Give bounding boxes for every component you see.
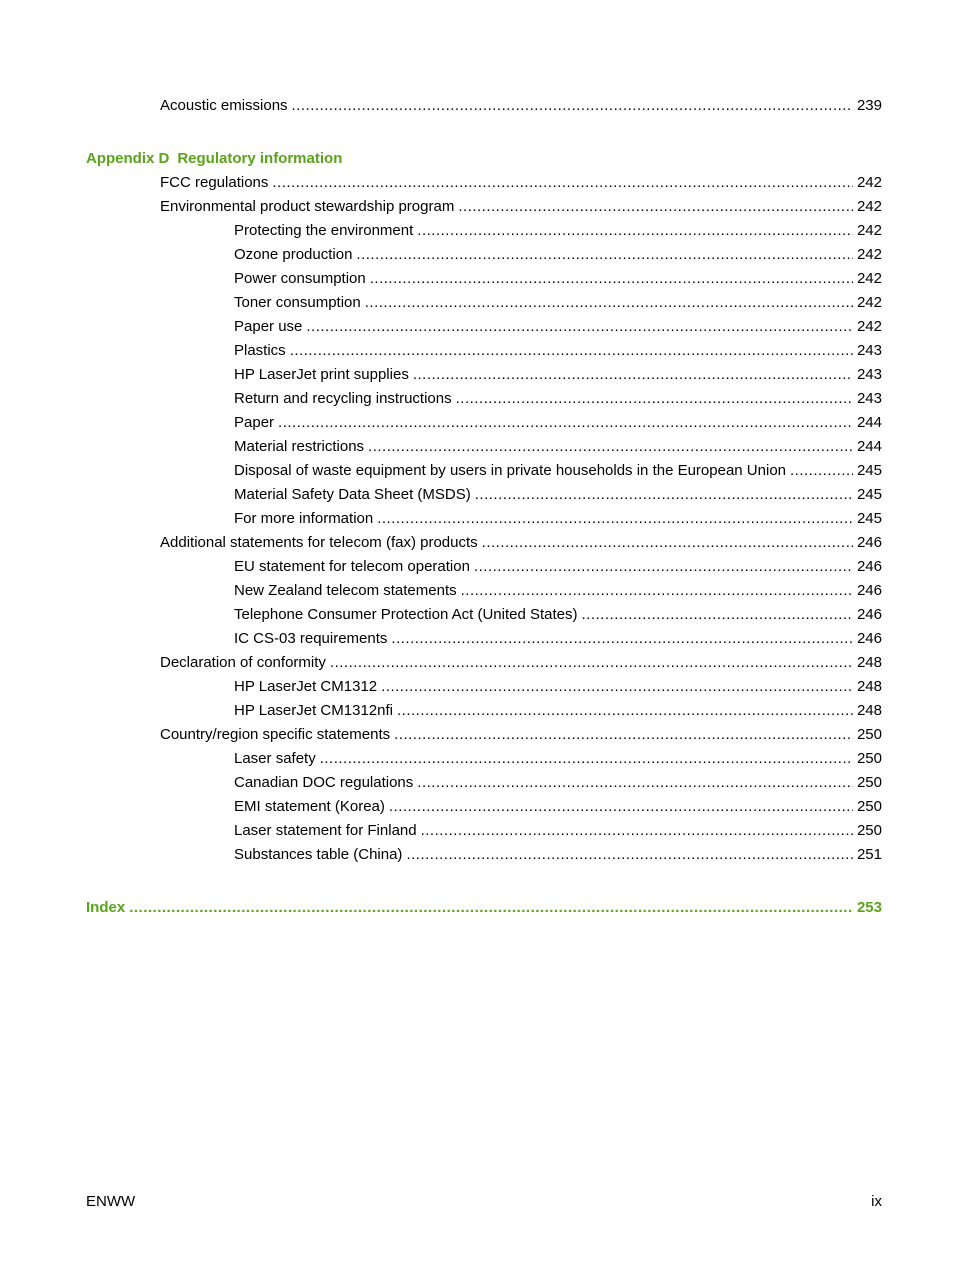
toc-entry-acoustic-emissions[interactable]: [86, 96, 882, 120]
dot-leader: [368, 437, 853, 457]
toc-entry-title: FCC regulations: [160, 174, 269, 191]
dot-leader: [397, 701, 853, 721]
toc-entry-page: 239: [856, 97, 882, 114]
footer-page-number: ix: [871, 1193, 882, 1210]
toc-entry[interactable]: [86, 581, 882, 605]
table-of-contents: [86, 96, 882, 922]
toc-entry[interactable]: [86, 749, 882, 773]
toc-entry[interactable]: [86, 725, 882, 749]
toc-entry-title: EMI statement (Korea): [234, 798, 385, 815]
dot-leader: [456, 389, 853, 409]
dot-leader: [406, 845, 853, 865]
dot-leader: [306, 317, 853, 337]
toc-entry[interactable]: [86, 653, 882, 677]
toc-entry-page: 244: [856, 414, 882, 431]
toc-entry-page: 250: [856, 798, 882, 815]
dot-leader: [129, 898, 853, 918]
toc-entry[interactable]: [86, 341, 882, 365]
toc-entry-page: 242: [856, 294, 882, 311]
toc-entry-title: Return and recycling instructions: [234, 390, 452, 407]
toc-entry[interactable]: [86, 437, 882, 461]
toc-entry-title: Environmental product stewardship program: [160, 198, 455, 215]
toc-entry[interactable]: [86, 773, 882, 797]
toc-entry-page: 248: [856, 702, 882, 719]
toc-entry-title: HP LaserJet CM1312: [234, 678, 378, 695]
toc-entry-title: Laser safety: [234, 750, 316, 767]
dot-leader: [417, 773, 853, 793]
toc-entry-title: Material restrictions: [234, 438, 365, 455]
toc-entry-page: 246: [856, 534, 882, 551]
toc-entry-title: HP LaserJet print supplies: [234, 366, 409, 383]
dot-leader: [278, 413, 853, 433]
dot-leader: [381, 677, 853, 697]
toc-entry-title: Laser statement for Finland: [234, 822, 417, 839]
footer-left: ENWW: [86, 1193, 136, 1210]
toc-entry-page: 250: [856, 750, 882, 767]
toc-entry-title: Paper use: [234, 318, 303, 335]
toc-entry-page: 246: [856, 558, 882, 575]
toc-entry-page: 250: [856, 822, 882, 839]
toc-entry-page: 244: [856, 438, 882, 455]
toc-entry-title: Material Safety Data Sheet (MSDS): [234, 486, 471, 503]
dot-leader: [413, 365, 853, 385]
toc-entry-page: 250: [856, 726, 882, 743]
toc-entry-page: 246: [856, 606, 882, 623]
toc-entry-page: 242: [856, 246, 882, 263]
toc-entry[interactable]: [86, 269, 882, 293]
dot-leader: [482, 533, 853, 553]
toc-entry-page: 245: [856, 462, 882, 479]
toc-entry-page: 248: [856, 654, 882, 671]
toc-entry-page: 242: [856, 318, 882, 335]
toc-entry[interactable]: [86, 173, 882, 197]
dot-leader: [389, 797, 853, 817]
toc-entry-title: Toner consumption: [234, 294, 361, 311]
toc-entry-title: New Zealand telecom statements: [234, 582, 457, 599]
dot-leader: [475, 485, 853, 505]
toc-entry[interactable]: [86, 413, 882, 437]
toc-entry[interactable]: [86, 245, 882, 269]
dot-leader: [582, 605, 853, 625]
toc-entry-title: HP LaserJet CM1312nfi: [234, 702, 393, 719]
toc-entry[interactable]: [86, 461, 882, 485]
dot-leader: [272, 173, 853, 193]
dot-leader: [377, 509, 853, 529]
dot-leader: [394, 725, 853, 745]
toc-entry-title: Canadian DOC regulations: [234, 774, 414, 791]
toc-entry[interactable]: [86, 293, 882, 317]
dot-leader: [417, 221, 853, 241]
toc-entry[interactable]: [86, 221, 882, 245]
dot-leader: [458, 197, 853, 217]
toc-entry[interactable]: [86, 701, 882, 725]
toc-entry-title: Country/region specific statements: [160, 726, 391, 743]
toc-entry[interactable]: [86, 605, 882, 629]
toc-entry-title: Ozone production: [234, 246, 353, 263]
dot-leader: [474, 557, 853, 577]
toc-entry-page: 245: [856, 510, 882, 527]
toc-entry[interactable]: [86, 389, 882, 413]
dot-leader: [370, 269, 853, 289]
toc-entry-page: 245: [856, 486, 882, 503]
toc-entry[interactable]: [86, 533, 882, 557]
toc-entry-page: 243: [856, 366, 882, 383]
toc-entry[interactable]: [86, 629, 882, 653]
dot-leader: [330, 653, 853, 673]
index-title: Index: [86, 899, 126, 916]
toc-entry[interactable]: [86, 365, 882, 389]
toc-entry-title: Power consumption: [234, 270, 366, 287]
toc-entry-page: 246: [856, 582, 882, 599]
toc-entry[interactable]: [86, 317, 882, 341]
dot-leader: [320, 749, 853, 769]
toc-entry-page: 243: [856, 390, 882, 407]
appendix-d-heading[interactable]: [86, 149, 882, 173]
dot-leader: [391, 629, 853, 649]
toc-entry[interactable]: [86, 485, 882, 509]
toc-entry-title: Telephone Consumer Protection Act (United States): [234, 606, 578, 623]
dot-leader: [356, 245, 853, 265]
toc-entry-title: Paper: [234, 414, 275, 431]
index-page: 253: [856, 899, 882, 916]
dot-leader: [365, 293, 853, 313]
toc-entry-title: Acoustic emissions: [160, 97, 288, 114]
dot-leader: [421, 821, 853, 841]
toc-entry-title: Declaration of conformity: [160, 654, 326, 671]
toc-entry-title: Protecting the environment: [234, 222, 414, 239]
appendix-title: Regulatory information: [177, 150, 343, 167]
toc-entry-index[interactable]: [86, 898, 882, 922]
toc-entry[interactable]: [86, 677, 882, 701]
toc-entry-page: 242: [856, 174, 882, 191]
toc-entry-page: 251: [856, 846, 882, 863]
toc-entry-page: 250: [856, 774, 882, 791]
toc-entry[interactable]: [86, 797, 882, 821]
toc-entry-page: 248: [856, 678, 882, 695]
toc-entry-title: EU statement for telecom operation: [234, 558, 470, 575]
appendix-d-entries: [86, 173, 882, 869]
dot-leader: [292, 96, 853, 116]
toc-entry[interactable]: [86, 821, 882, 845]
toc-entry-page: 243: [856, 342, 882, 359]
appendix-label: Appendix D: [86, 150, 170, 167]
toc-entry[interactable]: [86, 197, 882, 221]
dot-leader: [790, 461, 853, 481]
toc-entry-title: For more information: [234, 510, 374, 527]
toc-entry[interactable]: [86, 509, 882, 533]
toc-entry-title: IC CS-03 requirements: [234, 630, 388, 647]
toc-entry-page: 246: [856, 630, 882, 647]
toc-entry-title: Additional statements for telecom (fax) products: [160, 534, 478, 551]
dot-leader: [461, 581, 853, 601]
toc-entry-page: 242: [856, 222, 882, 239]
toc-entry-title: Disposal of waste equipment by users in private households in the European Union: [234, 462, 786, 479]
toc-entry-page: 242: [856, 198, 882, 215]
toc-entry-page: 242: [856, 270, 882, 287]
toc-entry-title: Substances table (China): [234, 846, 403, 863]
dot-leader: [290, 341, 853, 361]
toc-entry-title: Plastics: [234, 342, 286, 359]
toc-entry[interactable]: [86, 557, 882, 581]
page-footer: [86, 1193, 882, 1210]
toc-entry[interactable]: [86, 845, 882, 869]
